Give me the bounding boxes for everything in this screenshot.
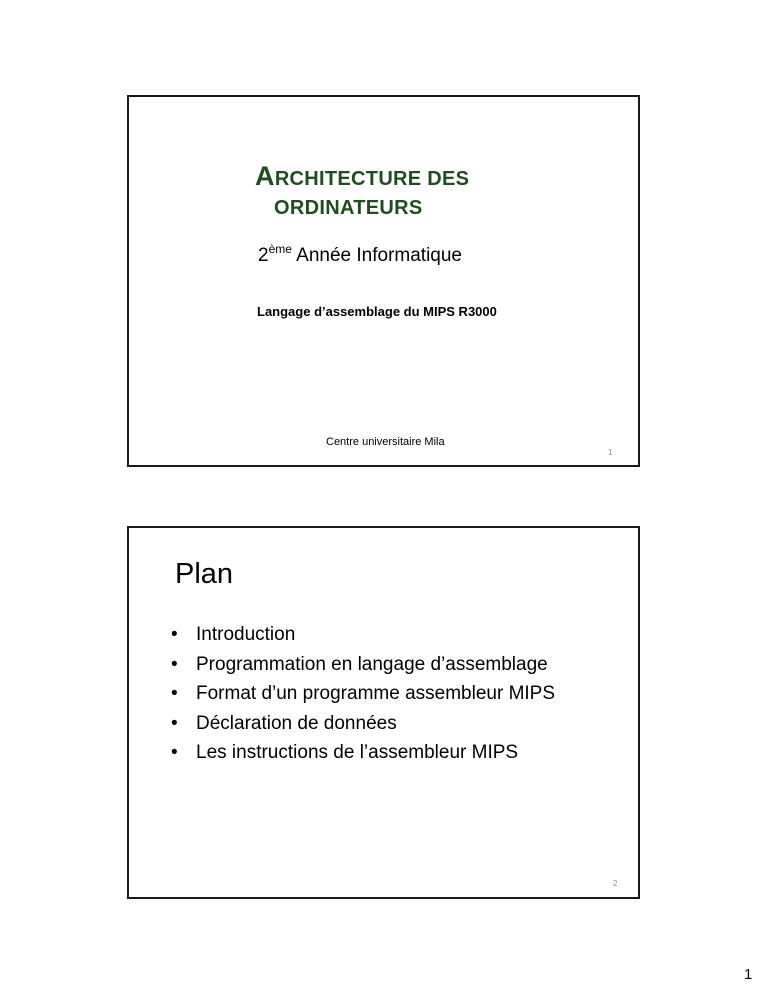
title-line-1-rest: RCHITECTURE DES [274, 168, 470, 190]
bullet-text: Les instructions de l’assembleur MIPS [196, 742, 519, 763]
page-number: 1 [744, 966, 753, 983]
bullet-glyph: • [171, 742, 178, 763]
subtitle-number: 2 [258, 245, 269, 266]
bullet-glyph: • [171, 712, 178, 734]
subtitle-superscript: ème [268, 242, 292, 256]
bullet-item [171, 738, 555, 768]
slide-footer: Centre universitaire Mila [326, 436, 445, 448]
slide-number: 2 [613, 879, 618, 888]
bullet-text: Introduction [196, 624, 296, 645]
slide-1 [127, 95, 640, 467]
bullet-item [171, 709, 555, 739]
title-initial-capital: A [255, 161, 275, 191]
bullet-item [171, 650, 555, 680]
bullet-glyph: • [171, 683, 178, 704]
bullet-list [171, 620, 555, 768]
slide-title: Plan [175, 558, 234, 590]
slide-subtitle [258, 242, 462, 267]
bullet-text: Programmation en langage d’assemblage [196, 653, 548, 675]
course-name: Langage d’assemblage du MIPS R3000 [257, 304, 497, 319]
slide-2 [127, 526, 640, 899]
bullet-item [171, 620, 555, 650]
slide-title-line-1 [255, 161, 469, 192]
bullet-glyph: • [171, 653, 178, 675]
bullet-text: Déclaration de données [196, 712, 397, 734]
slide-number: 1 [608, 448, 613, 457]
subtitle-text: Année Informatique [291, 245, 462, 266]
bullet-glyph: • [171, 624, 178, 645]
slide-title-line-2: ORDINATEURS [274, 197, 423, 219]
bullet-item [171, 679, 555, 709]
bullet-text: Format d’un programme assembleur MIPS [196, 683, 556, 704]
